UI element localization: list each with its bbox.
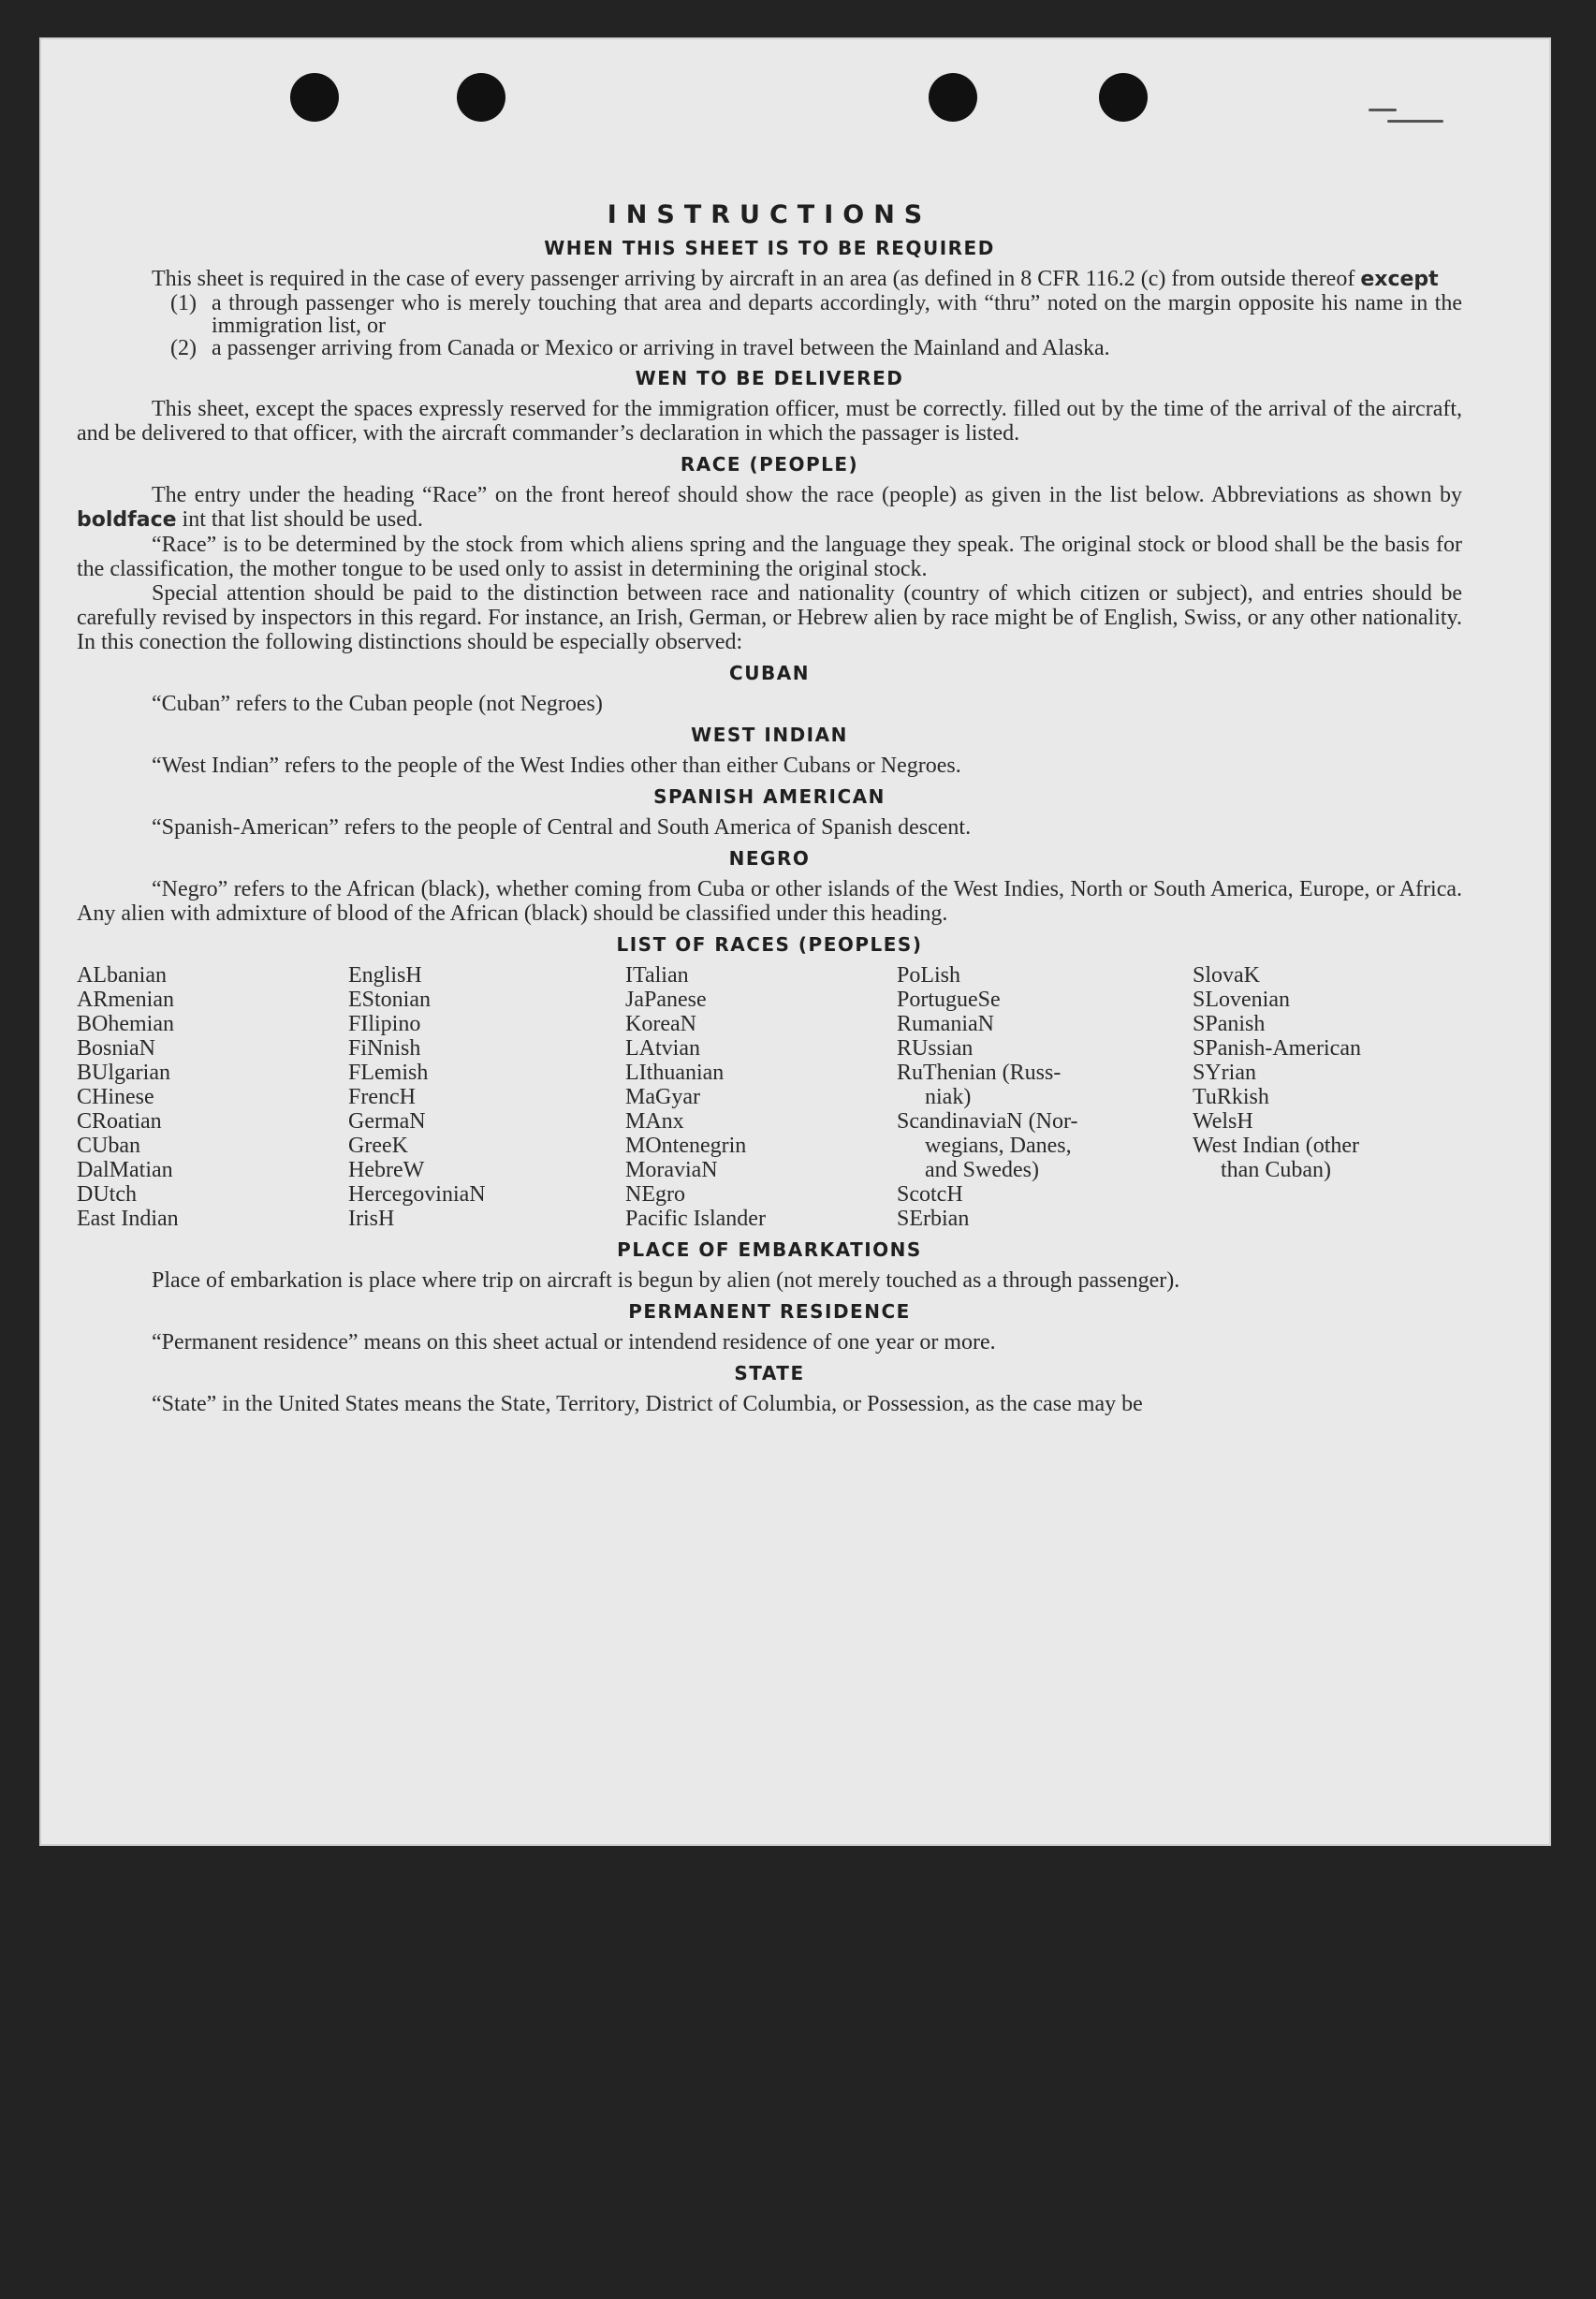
paragraph-text: This sheet is required in the case of every passenger arriving by aircraft in an area (as defined in 8 CFR 116.2 (c) from outside thereof: [152, 267, 1355, 291]
race-entry: RuThenian (Russ-: [897, 1061, 1062, 1085]
section-heading-west-indian: WEST INDIAN: [691, 724, 848, 746]
race-entry: PoLish: [897, 963, 961, 988]
instructions-content: [77, 159, 1462, 1416]
race-entry: East Indian: [77, 1207, 179, 1231]
races-column: [348, 963, 625, 1231]
race-entry: DalMatian: [77, 1158, 173, 1182]
race-entry: FLemish: [348, 1061, 429, 1085]
race-entry: MAnx: [625, 1109, 684, 1134]
race-entry: PortugueSe: [897, 988, 1001, 1012]
race-entry: ScotcH: [897, 1182, 963, 1207]
paragraph-cuban: “Cuban” refers to the Cuban people (not Negroes): [152, 692, 603, 716]
section-heading-cuban: CUBAN: [729, 662, 810, 684]
race-entry: MaGyar: [625, 1085, 700, 1109]
race-entry: MOntenegrin: [625, 1134, 747, 1158]
race-entry: EnglisH: [348, 963, 422, 988]
bold-text: except: [1360, 268, 1439, 291]
race-entry: EStonian: [348, 988, 431, 1012]
race-entry: SlovaK: [1193, 963, 1260, 988]
section-heading-embarkation: PLACE OF EMBARKATIONS: [617, 1238, 922, 1261]
paragraph-negro: “Negro” refers to the African (black), whether coming from Cuba or other islands of the West Indies, North or South America, Europe, or Africa. Any alien with admixture of blood of the African (black) should be classified under this heading.: [77, 877, 1462, 926]
race-entry: SErbian: [897, 1207, 970, 1231]
races-list: [77, 963, 1462, 1231]
list-text: a through passenger who is merely touching that area and departs accordingly, with “thru” noted on the margin opposite his name in the immigration list, or: [212, 291, 1462, 338]
punch-hole: [1099, 73, 1148, 122]
race-entry: SPanish: [1193, 1012, 1266, 1036]
punch-hole: [457, 73, 505, 122]
race-entry: CRoatian: [77, 1109, 162, 1134]
race-entry: GermaN: [348, 1109, 426, 1134]
race-entry: SYrian: [1193, 1061, 1256, 1085]
race-entry: niak): [925, 1085, 972, 1109]
race-entry: FiNnish: [348, 1036, 421, 1061]
paragraph-west-indian: “West Indian” refers to the people of the West Indies other than either Cubans or Negroes.: [152, 754, 961, 778]
page-title: INSTRUCTIONS: [607, 200, 932, 229]
list-text: a passenger arriving from Canada or Mexico or arriving in travel between the Mainland and Alaska.: [212, 336, 1110, 360]
race-entry: GreeK: [348, 1134, 408, 1158]
paragraph-embarkation: Place of embarkation is place where trip on aircraft is begun by alien (not merely touched as a through passenger).: [152, 1268, 1180, 1293]
races-column: [77, 963, 348, 1231]
section-heading-list-of-races: LIST OF RACES (PEOPLES): [616, 933, 923, 956]
document-page: [39, 37, 1551, 1846]
race-entry: KoreaN: [625, 1012, 696, 1036]
race-entry: ITalian: [625, 963, 689, 988]
list-item: [170, 337, 1462, 359]
paragraph-race-1: [77, 483, 1462, 533]
section-heading-when-delivered: WEN TO BE DELIVERED: [635, 367, 904, 389]
section-heading-spanish-american: SPANISH AMERICAN: [653, 785, 886, 808]
paragraph-text: int that list should be used.: [182, 507, 423, 532]
race-entry: NEgro: [625, 1182, 685, 1207]
paragraph-when-delivered: This sheet, except the spaces expressly reserved for the immigration officer, must be correctly. filled out by the time of the arrival of the aircraft, and be delivered to that officer, with the aircraft commander’s declaration in which the passager is listed.: [77, 397, 1462, 446]
race-entry: BUlgarian: [77, 1061, 170, 1085]
bold-text: boldface: [77, 508, 177, 532]
section-heading-when-required: WHEN THIS SHEET IS TO BE REQUIRED: [544, 237, 995, 259]
paragraph-text: The entry under the heading “Race” on the front hereof should show the race (people) as given in the list below. Abbreviations as shown by: [152, 483, 1462, 507]
race-entry: CHinese: [77, 1085, 154, 1109]
section-heading-residence: PERMANENT RESIDENCE: [628, 1300, 911, 1323]
race-entry: DUtch: [77, 1182, 137, 1207]
race-entry: RUssian: [897, 1036, 974, 1061]
paragraph-residence: “Permanent residence” means on this sheet actual or intendend residence of one year or more.: [152, 1330, 996, 1355]
race-entry: ARmenian: [77, 988, 174, 1012]
section-heading-state: STATE: [734, 1362, 805, 1384]
list-number: (1): [170, 291, 197, 315]
race-entry: IrisH: [348, 1207, 395, 1231]
race-entry: FIlipino: [348, 1012, 421, 1036]
section-heading-negro: NEGRO: [728, 847, 811, 870]
ink-smudge: [1369, 109, 1397, 111]
race-entry: West Indian (other: [1193, 1134, 1360, 1158]
race-entry: SPanish-American: [1193, 1036, 1361, 1061]
race-entry: Pacific Islander: [625, 1207, 766, 1231]
race-entry: SLovenian: [1193, 988, 1290, 1012]
race-entry: and Swedes): [925, 1158, 1039, 1182]
races-column: [897, 963, 1193, 1231]
race-entry: HebreW: [348, 1158, 425, 1182]
race-entry: wegians, Danes,: [925, 1134, 1072, 1158]
race-entry: than Cuban): [1221, 1158, 1331, 1182]
race-entry: HercegoviniaN: [348, 1182, 486, 1207]
ink-smudge: [1387, 120, 1443, 123]
race-entry: LIthuanian: [625, 1061, 725, 1085]
list-number: (2): [170, 336, 197, 360]
race-entry: MoraviaN: [625, 1158, 718, 1182]
race-entry: TuRkish: [1193, 1085, 1269, 1109]
punch-hole: [290, 73, 339, 122]
race-entry: LAtvian: [625, 1036, 700, 1061]
races-column: [1193, 963, 1436, 1231]
punch-hole: [929, 73, 977, 122]
paragraph-when-required: [77, 267, 1462, 292]
paragraph-state: “State” in the United States means the State, Territory, District of Columbia, or Possession, as the case may be: [152, 1392, 1143, 1416]
paragraph-race-2: “Race” is to be determined by the stock from which aliens spring and the language they speak. The original stock or blood shall be the basis for the classification, the mother tongue to be used only to assist in determining the original stock.: [77, 533, 1462, 581]
race-entry: FrencH: [348, 1085, 416, 1109]
race-entry: ALbanian: [77, 963, 167, 988]
list-item: [170, 292, 1462, 337]
races-column: [625, 963, 897, 1231]
paragraph-spanish-american: “Spanish-American” refers to the people of Central and South America of Spanish descent.: [152, 815, 972, 840]
race-entry: RumaniaN: [897, 1012, 994, 1036]
race-entry: WelsH: [1193, 1109, 1253, 1134]
paragraph-race-3: Special attention should be paid to the distinction between race and nationality (country of which citizen or subject), and entries should be carefully revised by inspectors in this regard. For instance, an Irish, German, or Hebrew alien by race might be of English, Swiss, or any other nationality. In this conection the following distinctions should be especially observed:: [77, 581, 1462, 654]
section-heading-race: RACE (PEOPLE): [680, 453, 859, 476]
race-entry: BosniaN: [77, 1036, 155, 1061]
race-entry: ScandinaviaN (Nor-: [897, 1109, 1078, 1134]
race-entry: CUban: [77, 1134, 140, 1158]
race-entry: BOhemian: [77, 1012, 174, 1036]
race-entry: JaPanese: [625, 988, 707, 1012]
